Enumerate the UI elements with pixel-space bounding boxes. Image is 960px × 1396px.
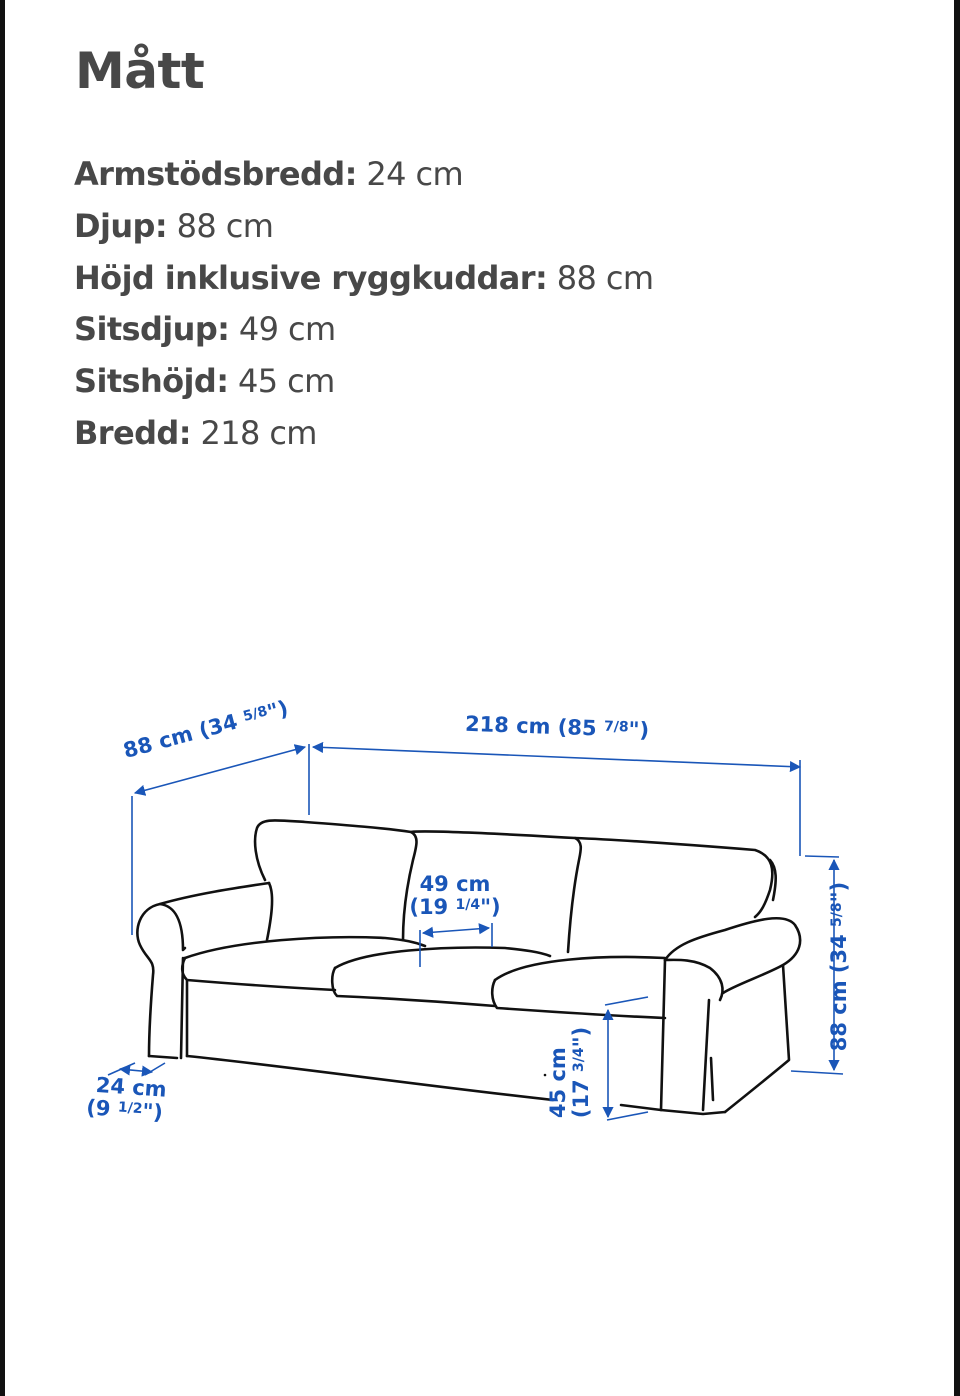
spec-value: 45 cm	[228, 362, 335, 401]
depth-fraction: 5/8	[241, 703, 270, 726]
seat-height-in: (17	[569, 1079, 593, 1119]
height-close: ")	[827, 881, 852, 903]
spec-label: Djup:	[74, 206, 168, 245]
spec-label: Sitsdjup:	[74, 310, 230, 349]
seat-height-cm: 45 cm	[545, 1047, 570, 1119]
depth-close: ")	[264, 695, 291, 725]
page	[5, 0, 954, 1396]
spec-depth	[74, 202, 653, 254]
spec-label: Armstödsbredd:	[74, 155, 357, 193]
armrest-inches	[85, 1096, 165, 1125]
page-title: Mått	[75, 42, 205, 100]
armrest-fraction: 1/2	[117, 1099, 144, 1118]
depth-dimension-label	[121, 697, 291, 763]
height-dimension-label	[828, 882, 851, 1051]
armrest-close: ")	[141, 1099, 164, 1125]
spec-value: 24 cm	[356, 155, 464, 193]
spec-value: 88 cm	[547, 258, 654, 297]
seat-height-fraction: 3/4	[571, 1047, 587, 1072]
width-close: ")	[628, 717, 650, 743]
width-cm: 218 cm (85	[464, 711, 598, 741]
spec-value: 218 cm	[190, 413, 317, 452]
seat-depth-fraction: 1/4	[455, 897, 481, 914]
spec-value: 49 cm	[229, 310, 336, 349]
spec-label: Sitshöjd:	[74, 362, 229, 401]
spec-armrest-width	[74, 150, 653, 202]
seat-height-inches	[570, 1008, 593, 1118]
seat-height-dimension-label	[547, 1008, 593, 1118]
width-fraction: 7/8	[603, 718, 629, 736]
height-cm: 88 cm (34	[827, 934, 852, 1052]
sofa-outline	[137, 820, 800, 1114]
spec-label: Höjd inklusive ryggkuddar:	[74, 258, 548, 297]
seat-depth-close: ")	[480, 895, 501, 920]
width-dimension-label	[465, 713, 650, 743]
spec-width	[74, 409, 653, 461]
spec-height	[74, 254, 653, 306]
spec-label: Bredd:	[74, 413, 191, 452]
seat-depth-in: (19	[409, 895, 449, 920]
height-fraction: 5/8	[829, 902, 846, 927]
spec-seat-height	[74, 357, 653, 409]
armrest-cm: 24 cm	[95, 1072, 168, 1102]
seat-depth-dimension-label	[405, 873, 505, 919]
dimension-lines	[108, 744, 846, 1120]
armrest-width-dimension-label	[85, 1073, 167, 1125]
seat-height-close: ")	[569, 1026, 593, 1048]
seat-depth-inches	[405, 896, 505, 919]
dimension-list	[74, 150, 653, 461]
spec-seat-depth	[74, 305, 653, 357]
armrest-in: (9	[85, 1095, 112, 1121]
spec-value: 88 cm	[167, 206, 274, 245]
depth-cm: 88 cm (34	[120, 709, 240, 764]
seat-depth-cm: 49 cm	[419, 872, 491, 896]
